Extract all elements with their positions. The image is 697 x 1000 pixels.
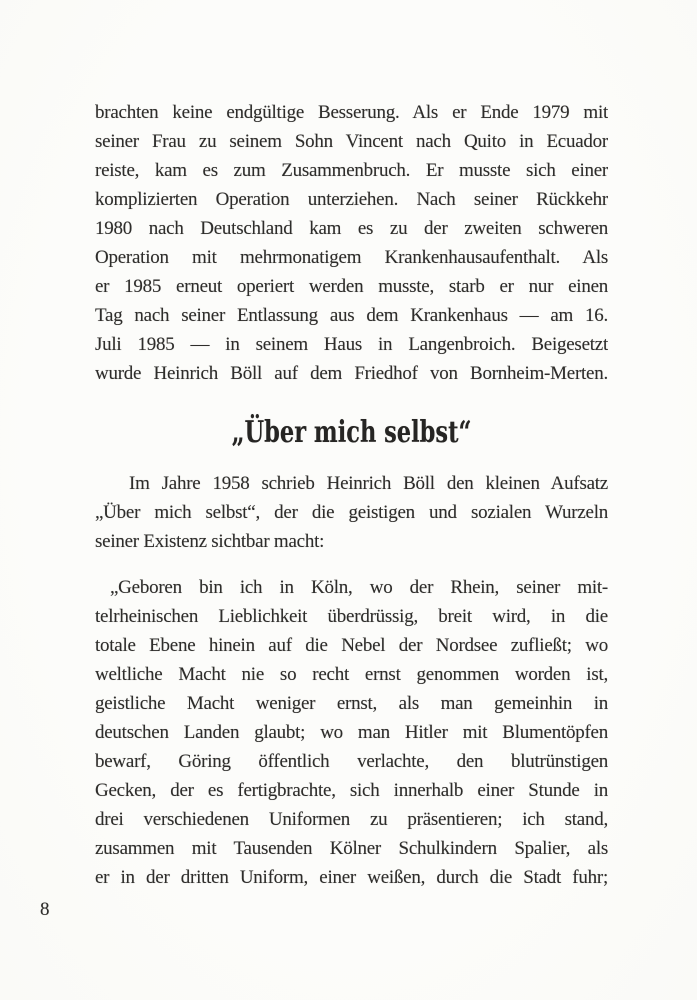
text-line: Tag nach seiner Entlassung aus dem Krankenhaus — am 16.: [95, 305, 608, 326]
text-line: seiner Frau zu seinem Sohn Vincent nach Quito in Ecuador: [95, 131, 608, 152]
text-line: Juli 1985 — in seinem Haus in Langenbroich. Beigesetzt: [95, 334, 608, 355]
paragraph-continuation: [95, 98, 608, 388]
quote-paragraph: [95, 573, 608, 892]
text-line: komplizierten Operation unterziehen. Nach seiner Rückkehr: [95, 189, 608, 210]
text-line: er in der dritten Uniform, einer weißen, durch die Stadt fuhr;: [95, 867, 608, 888]
text-line: „Über mich selbst“, der die geistigen und sozialen Wurzeln: [95, 502, 608, 523]
text-line: telrheinischen Lieblichkeit überdrüssig, breit wird, in die: [95, 606, 608, 627]
text-line: bewarf, Göring öffentlich verlachte, den blutrünstigen: [95, 751, 608, 772]
text-line: totale Ebene hinein auf die Nebel der Nordsee zufließt; wo: [95, 635, 608, 656]
text-line: brachten keine endgültige Besserung. Als er Ende 1979 mit: [95, 102, 608, 123]
text-line: „Geboren bin ich in Köln, wo der Rhein, seiner mit-: [110, 577, 608, 598]
text-line: Gecken, der es fertigbrachte, sich innerhalb einer Stunde in: [95, 780, 608, 801]
text-line: 1980 nach Deutschland kam es zu der zweiten schweren: [95, 218, 608, 239]
text-line: seiner Existenz sichtbar macht:: [95, 531, 325, 552]
section-heading: „Über mich selbst“: [231, 415, 472, 450]
text-line: wurde Heinrich Böll auf dem Friedhof von Bornheim-Merten.: [95, 363, 608, 384]
page-number: 8: [40, 899, 50, 920]
text-line: deutschen Landen glaubt; wo man Hitler mit Blumentöpfen: [95, 722, 608, 743]
text-line: geistliche Macht weniger ernst, als man gemeinhin in: [95, 693, 608, 714]
text-line: Operation mit mehrmonatigem Krankenhausaufenthalt. Als: [95, 247, 608, 268]
text-line: zusammen mit Tausenden Kölner Schulkindern Spalier, als: [95, 838, 608, 859]
intro-paragraph: [95, 469, 608, 556]
text-line: er 1985 erneut operiert werden musste, starb er nur einen: [95, 276, 608, 297]
text-line: reiste, kam es zum Zusammenbruch. Er musste sich einer: [95, 160, 608, 181]
text-line: weltliche Macht nie so recht ernst genommen worden ist,: [95, 664, 608, 685]
text-line: Im Jahre 1958 schrieb Heinrich Böll den kleinen Aufsatz: [129, 473, 608, 494]
page-content: [95, 98, 608, 892]
text-line: drei verschiedenen Uniformen zu präsentieren; ich stand,: [95, 809, 608, 830]
